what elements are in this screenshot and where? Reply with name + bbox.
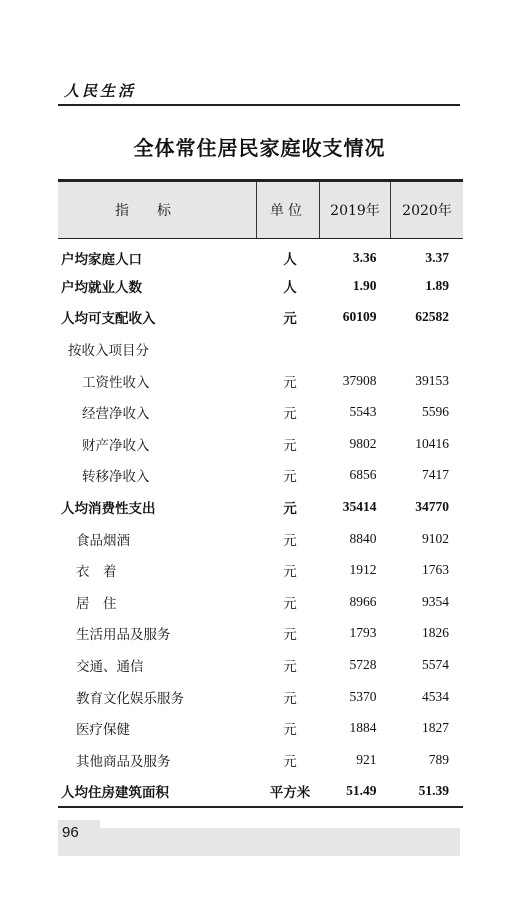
row-label: 财产净收入 bbox=[82, 437, 150, 454]
row-label: 人均可支配收入 bbox=[61, 311, 156, 328]
page-title: 全体常住居民家庭收支情况 bbox=[133, 136, 386, 160]
row-value-2019: 1912 bbox=[349, 562, 377, 578]
row-value-2020: 5596 bbox=[422, 404, 449, 420]
table-row bbox=[58, 428, 463, 460]
row-value-2019: 60109 bbox=[342, 309, 377, 325]
table-row bbox=[58, 270, 463, 302]
row-value-2020: 4534 bbox=[422, 688, 449, 704]
row-label: 经营净收入 bbox=[82, 406, 150, 423]
table-header-row bbox=[58, 181, 463, 239]
row-value-2020: 10416 bbox=[415, 435, 449, 451]
table-row bbox=[58, 618, 463, 650]
row-value-2019: 8840 bbox=[349, 530, 377, 546]
row-value-2020: 9102 bbox=[422, 530, 449, 546]
row-value-2020: 62582 bbox=[415, 309, 449, 325]
table-row bbox=[58, 523, 463, 555]
table-body bbox=[58, 239, 463, 808]
row-value-2020: 1826 bbox=[422, 625, 449, 641]
row-value-2020: 7417 bbox=[422, 467, 449, 483]
row-label: 食品烟酒 bbox=[76, 532, 130, 549]
row-value-2020 bbox=[391, 333, 464, 365]
table-row bbox=[58, 554, 463, 586]
row-unit bbox=[257, 333, 320, 365]
table-row bbox=[58, 681, 463, 713]
row-label: 户均就业人数 bbox=[61, 279, 142, 296]
row-label: 生活用品及服务 bbox=[76, 627, 171, 644]
row-label: 居 住 bbox=[76, 595, 117, 612]
row-unit: 元 bbox=[283, 311, 297, 328]
row-unit: 元 bbox=[283, 374, 297, 391]
row-value-2020: 1827 bbox=[422, 720, 449, 736]
row-value-2019: 5370 bbox=[349, 688, 377, 704]
row-unit: 元 bbox=[283, 469, 297, 486]
row-unit: 元 bbox=[283, 753, 297, 770]
row-value-2020: 39153 bbox=[415, 372, 449, 388]
row-value-2019: 3.36 bbox=[352, 249, 377, 265]
row-value-2019: 5728 bbox=[349, 657, 377, 673]
row-value-2020: 5574 bbox=[422, 657, 449, 673]
row-unit: 元 bbox=[283, 595, 297, 612]
row-value-2019: 1884 bbox=[349, 720, 377, 736]
table-row bbox=[58, 239, 463, 271]
row-value-2019: 921 bbox=[356, 751, 377, 767]
row-value-2020: 1.89 bbox=[425, 277, 449, 293]
row-value-2019: 35414 bbox=[342, 499, 377, 515]
table-row bbox=[58, 333, 463, 365]
row-unit: 平方米 bbox=[257, 776, 320, 808]
table-row bbox=[58, 460, 463, 492]
row-unit: 元 bbox=[283, 627, 297, 644]
row-value-2019: 51.49 bbox=[320, 776, 391, 808]
row-unit: 元 bbox=[283, 532, 297, 549]
row-value-2020: 9354 bbox=[422, 593, 449, 609]
row-value-2019: 5543 bbox=[349, 404, 377, 420]
row-value-2019 bbox=[320, 333, 391, 365]
header-unit: 单位 bbox=[257, 181, 320, 239]
row-unit: 元 bbox=[283, 437, 297, 454]
row-unit: 元 bbox=[283, 501, 297, 518]
row-value-2019: 1793 bbox=[349, 625, 377, 641]
row-value-2019: 1.90 bbox=[352, 277, 377, 293]
row-label: 教育文化娱乐服务 bbox=[76, 690, 184, 707]
row-value-2019: 6856 bbox=[349, 467, 377, 483]
table-row bbox=[58, 712, 463, 744]
table-row bbox=[58, 586, 463, 618]
row-value-2020: 51.39 bbox=[391, 776, 464, 808]
row-label: 医疗保健 bbox=[76, 722, 130, 739]
row-label: 户均家庭人口 bbox=[61, 251, 142, 268]
table-row bbox=[58, 302, 463, 334]
row-unit: 元 bbox=[283, 690, 297, 707]
row-value-2019: 9802 bbox=[349, 435, 377, 451]
row-value-2019: 37908 bbox=[342, 372, 377, 388]
row-unit: 元 bbox=[283, 659, 297, 676]
row-value-2020: 3.37 bbox=[425, 249, 449, 265]
table-row bbox=[58, 776, 463, 808]
row-value-2020: 1763 bbox=[422, 562, 449, 578]
row-label: 其他商品及服务 bbox=[76, 753, 171, 770]
header-year-2019: 2019年 bbox=[320, 181, 391, 239]
page-number: 96 bbox=[58, 820, 100, 846]
section-label: 人民生活 bbox=[64, 82, 137, 100]
row-label: 交通、通信 bbox=[76, 659, 144, 676]
footer-bar bbox=[58, 828, 460, 856]
row-label: 转移净收入 bbox=[82, 469, 150, 486]
header-indicator: 指标 bbox=[58, 181, 257, 239]
table-row bbox=[58, 396, 463, 428]
row-value-2020: 789 bbox=[428, 751, 449, 767]
row-label: 工资性收入 bbox=[82, 374, 150, 391]
row-unit: 元 bbox=[283, 564, 297, 581]
row-unit: 元 bbox=[283, 722, 297, 739]
row-value-2020: 34770 bbox=[415, 499, 449, 515]
row-unit: 人 bbox=[283, 279, 297, 296]
header-year-2020: 2020年 bbox=[391, 181, 464, 239]
row-unit: 人 bbox=[283, 251, 297, 268]
table-row bbox=[58, 491, 463, 523]
row-label: 人均消费性支出 bbox=[61, 501, 156, 518]
row-label: 按收入项目分 bbox=[68, 343, 149, 360]
row-label: 衣 着 bbox=[76, 564, 117, 581]
table-row bbox=[58, 365, 463, 397]
row-unit: 元 bbox=[283, 406, 297, 423]
header-rule bbox=[58, 104, 460, 106]
table-row bbox=[58, 744, 463, 776]
row-label: 人均住房建筑面积 bbox=[58, 776, 257, 808]
income-expenditure-table bbox=[58, 179, 460, 808]
row-value-2019: 8966 bbox=[349, 593, 377, 609]
table-row bbox=[58, 649, 463, 681]
